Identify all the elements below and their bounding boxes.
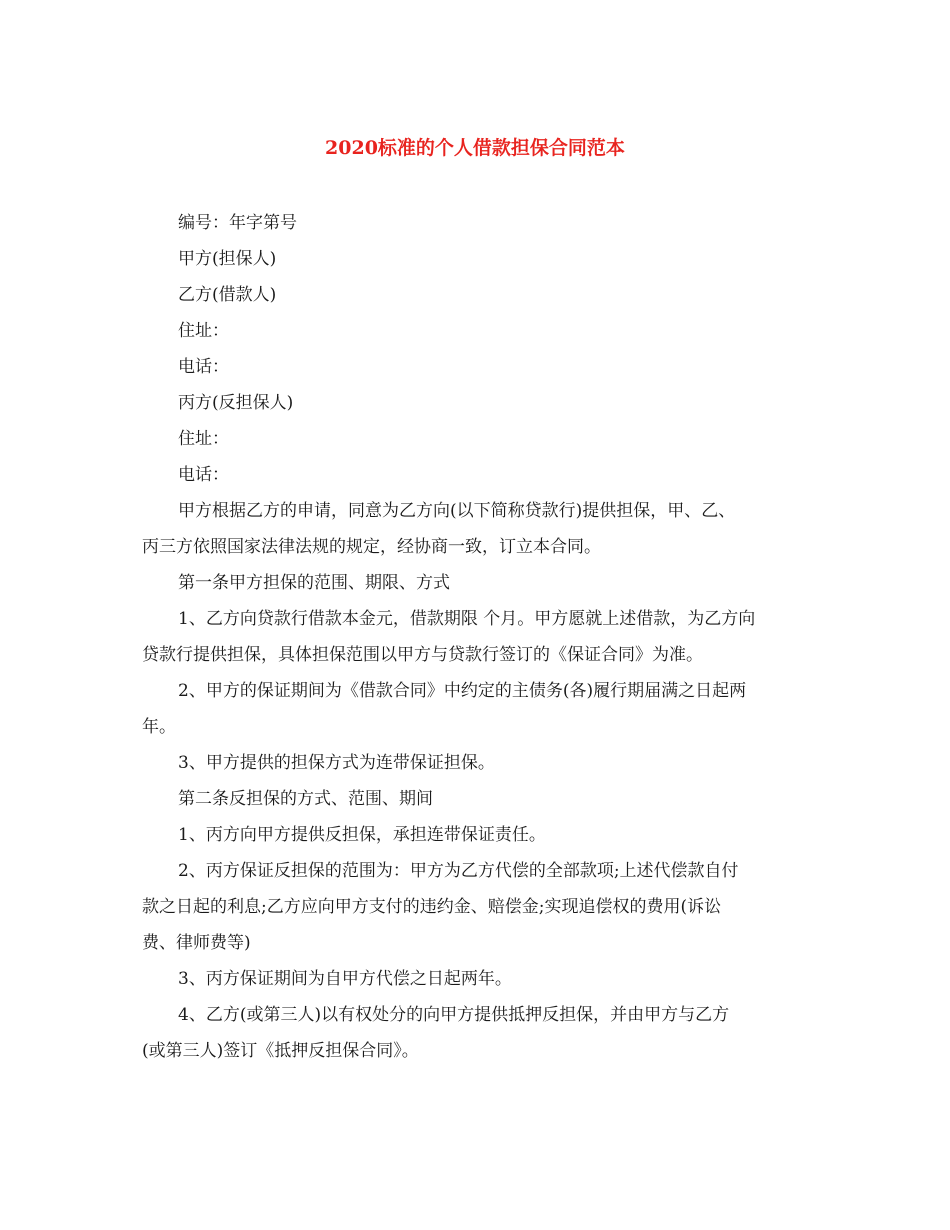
paragraph-line: 1、乙方向贷款行借款本金元，借款期限 个月。甲方愿就上述借款，为乙方向 xyxy=(178,609,756,629)
paragraph xyxy=(142,745,810,781)
document-title: 2020标准的个人借款担保合同范本 xyxy=(325,137,625,159)
paragraph-line: 贷款行提供担保，具体担保范围以甲方与贷款行签订的《保证合同》为准。 xyxy=(142,645,703,665)
paragraph xyxy=(142,457,810,493)
paragraph xyxy=(142,277,810,313)
paragraph-line: 电话： xyxy=(178,357,229,377)
paragraph-line: 乙方(借款人) xyxy=(178,285,277,305)
paragraph-line: 第一条甲方担保的范围、期限、方式 xyxy=(178,573,450,593)
paragraph-line: 年。 xyxy=(142,717,176,737)
paragraph-line: 费、律师费等) xyxy=(142,933,251,953)
paragraph xyxy=(142,385,810,421)
paragraph xyxy=(142,241,810,277)
paragraph xyxy=(142,853,810,961)
paragraph xyxy=(142,313,810,349)
paragraph xyxy=(142,961,810,997)
paragraph xyxy=(142,349,810,385)
paragraph-line: 甲方(担保人) xyxy=(178,249,277,269)
paragraph-line: 3、丙方保证期间为自甲方代偿之日起两年。 xyxy=(178,969,512,989)
document-body xyxy=(142,205,810,1069)
paragraph-line: 1、丙方向甲方提供反担保，承担连带保证责任。 xyxy=(178,825,546,845)
paragraph xyxy=(142,601,810,673)
paragraph-line: 编号：年字第号 xyxy=(178,213,297,233)
paragraph-line: 住址： xyxy=(178,429,229,449)
paragraph-line: 2、甲方的保证期间为《借款合同》中约定的主债务(各)履行期届满之日起两 xyxy=(178,681,747,701)
paragraph-line: 住址： xyxy=(178,321,229,341)
paragraph-line: 4、乙方(或第三人)以有权处分的向甲方提供抵押反担保，并由甲方与乙方 xyxy=(178,1005,730,1025)
paragraph-line: 甲方根据乙方的申请，同意为乙方向(以下简称贷款行)提供担保，甲、乙、 xyxy=(178,501,736,521)
paragraph xyxy=(142,493,810,565)
paragraph xyxy=(142,817,810,853)
paragraph xyxy=(142,565,810,601)
paragraph-line: 款之日起的利息;乙方应向甲方支付的违约金、赔偿金;实现追偿权的费用(诉讼 xyxy=(142,897,722,917)
paragraph xyxy=(142,781,810,817)
paragraph-line: 丙方(反担保人) xyxy=(178,393,294,413)
paragraph xyxy=(142,205,810,241)
paragraph-line: (或第三人)签订《抵押反担保合同》。 xyxy=(142,1041,419,1061)
paragraph-line: 第二条反担保的方式、范围、期间 xyxy=(178,789,433,809)
paragraph-line: 3、甲方提供的担保方式为连带保证担保。 xyxy=(178,753,495,773)
paragraph xyxy=(142,997,810,1069)
paragraph-line: 丙三方依照国家法律法规的规定，经协商一致，订立本合同。 xyxy=(142,537,601,557)
paragraph xyxy=(142,673,810,745)
paragraph-line: 2、丙方保证反担保的范围为：甲方为乙方代偿的全部款项;上述代偿款自付 xyxy=(178,861,739,881)
paragraph-line: 电话： xyxy=(178,465,229,485)
paragraph xyxy=(142,421,810,457)
